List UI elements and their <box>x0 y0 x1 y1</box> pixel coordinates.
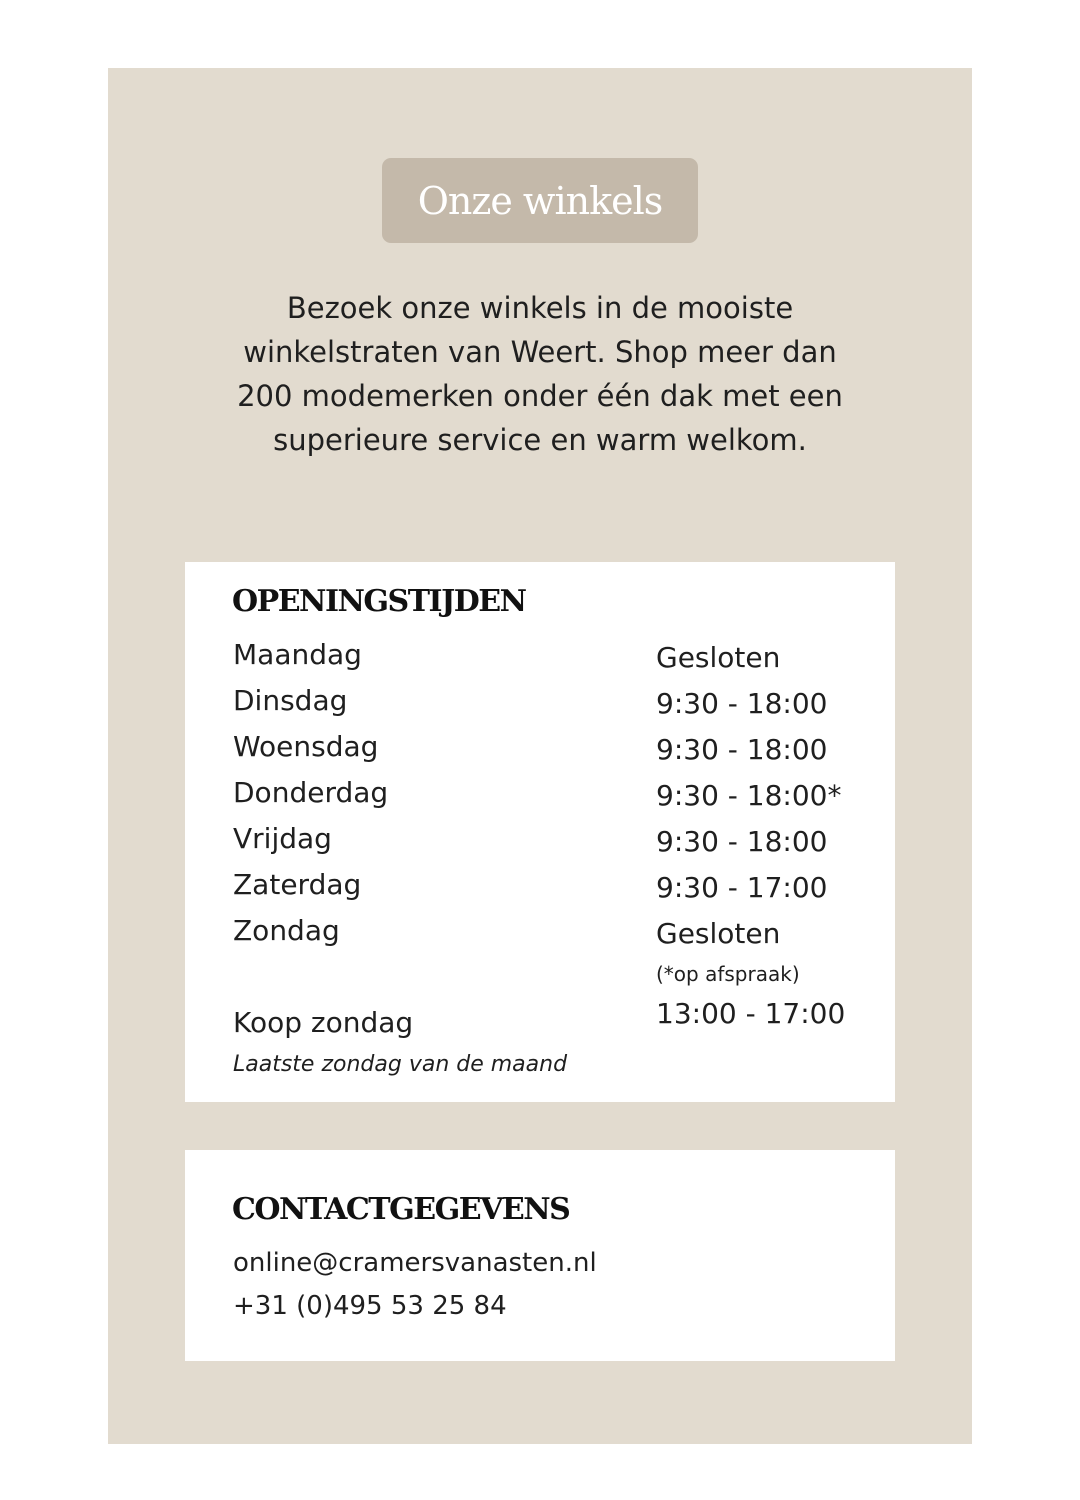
koop-zondag-hours: 13:00 - 17:00 <box>656 997 846 1030</box>
day-label-wednesday: Woensdag <box>233 730 379 763</box>
contact-heading: CONTACTGEGEVENS <box>232 1192 570 1227</box>
opening-hours-heading: OPENINGSTIJDEN <box>232 584 526 619</box>
hours-tuesday: 9:30 - 18:00 <box>656 687 828 720</box>
intro-line: Bezoek onze winkels in de mooiste <box>286 291 794 325</box>
intro-line: 200 modemerken onder één dak met een <box>237 379 843 413</box>
intro-text <box>180 286 900 462</box>
intro-line: superieure service en warm welkom. <box>273 423 807 457</box>
hours-saturday: 9:30 - 17:00 <box>656 871 828 904</box>
hours-monday: Gesloten <box>656 641 781 674</box>
day-label-friday: Vrijdag <box>233 822 332 855</box>
day-label-monday: Maandag <box>233 638 362 671</box>
contact-email[interactable]: online@cramersvanasten.nl <box>233 1248 597 1278</box>
appointment-footnote: (*op afspraak) <box>656 962 800 986</box>
koop-zondag-label: Koop zondag <box>233 1006 414 1039</box>
intro-line: winkelstraten van Weert. Shop meer dan <box>243 335 837 369</box>
opening-hours-card <box>185 562 895 1102</box>
day-label-thursday: Donderdag <box>233 776 389 809</box>
hours-sunday: Gesloten <box>656 917 781 950</box>
page-title: Onze winkels <box>382 158 698 243</box>
day-label-sunday: Zondag <box>233 914 340 947</box>
contact-card <box>185 1150 895 1361</box>
hours-friday: 9:30 - 18:00 <box>656 825 828 858</box>
contact-phone[interactable]: +31 (0)495 53 25 84 <box>233 1291 507 1321</box>
hours-thursday: 9:30 - 18:00* <box>656 779 842 812</box>
koop-zondag-subtitle: Laatste zondag van de maand <box>233 1052 568 1077</box>
day-label-tuesday: Dinsdag <box>233 684 348 717</box>
day-label-saturday: Zaterdag <box>233 868 362 901</box>
hours-wednesday: 9:30 - 18:00 <box>656 733 828 766</box>
